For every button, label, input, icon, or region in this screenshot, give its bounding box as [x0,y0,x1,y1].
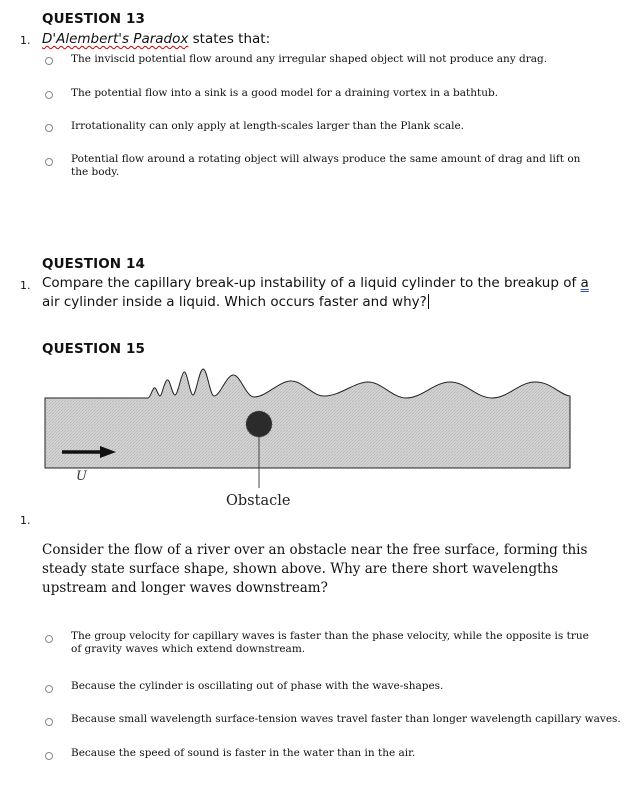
q13-option-4-radio[interactable] [45,158,53,166]
q15-option-1-radio[interactable] [45,635,53,643]
question-13-heading: QUESTION 13 [42,11,145,27]
grammar-flag-word: a [580,275,589,291]
text-cursor [428,294,429,309]
question-13-prompt: D'Alembert's Paradox states that: [42,31,271,47]
q15-option-3-text: Because small wavelength surface-tension waves travel faster than longer wavelength capillary waves. [71,713,621,725]
dalembert-paradox-term: D'Alembert's Paradox [42,31,189,47]
q15-option-2-text: Because the cylinder is oscillating out of phase with the wave-shapes. [71,680,444,692]
question-13-number: 1. [20,34,31,47]
q13-option-2-text: The potential flow into a sink is a good model for a draining vortex in a bathtub. [71,87,499,99]
q13-option-1-radio[interactable] [45,57,53,65]
q15-option-4-text: Because the speed of sound is faster in the water than in the air. [71,747,416,759]
q15-option-3-radio[interactable] [45,718,53,726]
q15-option-1-text: The group velocity for capillary waves is faster than the phase velocity, while the opposite is true of gravity waves which extend downstream. [71,630,589,655]
question-15-prompt: Consider the flow of a river over an obstacle near the free surface, forming this steady state surface shape, shown above. Why are there short wavelengths upstream and longer waves downstream? [42,542,588,596]
q13-option-3-text: Irrotationality can only apply at length-scales larger than the Plank scale. [71,120,465,132]
question-14-heading: QUESTION 14 [42,256,145,272]
velocity-label: U [76,469,87,484]
q15-option-2-radio[interactable] [45,685,53,693]
question-14-prompt[interactable]: Compare the capillary break-up instability of a liquid cylinder to the breakup of a air cylinder inside a liquid. Which occurs faster and why? [42,275,589,310]
q15-option-4-radio[interactable] [45,752,53,760]
obstacle-label: Obstacle [226,493,291,509]
river-obstacle-figure [40,362,580,512]
q13-option-2-radio[interactable] [45,91,53,99]
water-body [45,369,570,468]
question-14-number: 1. [20,279,31,292]
q13-option-1-text: The inviscid potential flow around any irregular shaped object will not produce any drag. [71,53,548,65]
question-15-heading: QUESTION 15 [42,341,145,357]
question-15-number: 1. [20,514,31,527]
q13-option-4-text: Potential flow around a rotating object will always produce the same amount of drag and lift on the body. [71,153,581,178]
q13-option-3-radio[interactable] [45,124,53,132]
